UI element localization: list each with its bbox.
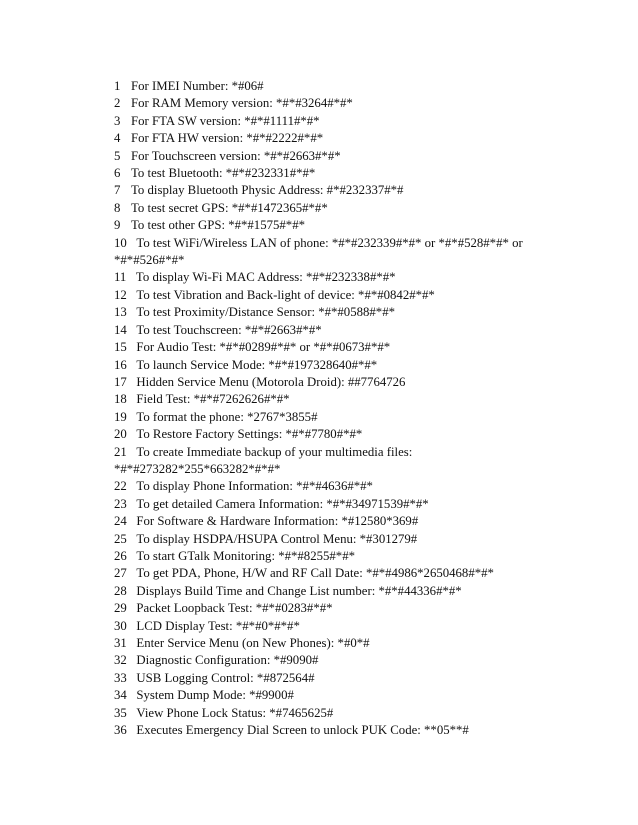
list-item bbox=[114, 600, 534, 617]
list-item bbox=[114, 357, 534, 374]
item-text: To display Phone Information: *#*#4636#*#* bbox=[136, 479, 373, 494]
item-number: 21 bbox=[114, 444, 137, 459]
item-number: 3 bbox=[114, 113, 130, 128]
item-text: To display HSDPA/HSUPA Control Menu: *#301279# bbox=[136, 531, 418, 546]
item-text: To start GTalk Monitoring: *#*#8255#*#* bbox=[136, 548, 355, 563]
item-number: 31 bbox=[114, 636, 137, 650]
item-number: 19 bbox=[114, 409, 137, 424]
item-text: Displays Build Time and Change List number: *#*#44336#*#* bbox=[136, 583, 462, 598]
item-text: Hidden Service Menu (Motorola Droid): ##7764726 bbox=[136, 374, 406, 389]
item-text: Diagnostic Configuration: *#9090# bbox=[136, 653, 319, 668]
list-item bbox=[114, 635, 534, 652]
item-number: 32 bbox=[114, 653, 137, 668]
item-text: For FTA SW version: *#*#1111#*#* bbox=[131, 113, 320, 128]
list-item bbox=[114, 478, 534, 495]
list-item bbox=[114, 409, 534, 426]
item-number: 17 bbox=[114, 374, 137, 389]
list-item bbox=[114, 322, 534, 339]
list-item bbox=[114, 618, 534, 635]
item-number: 36 bbox=[114, 723, 137, 738]
item-number: 33 bbox=[114, 670, 137, 685]
item-number: 24 bbox=[114, 514, 137, 529]
item-number: 29 bbox=[114, 601, 137, 616]
item-text: LCD Display Test: *#*#0*#*#* bbox=[136, 618, 300, 633]
item-text-continuation: *#*#273282*255*663282*#*#* bbox=[114, 461, 281, 476]
item-text: Packet Loopback Test: *#*#0283#*#* bbox=[136, 601, 333, 616]
item-text: To format the phone: *2767*3855# bbox=[136, 409, 318, 424]
list-item bbox=[114, 182, 534, 199]
item-number: 30 bbox=[114, 618, 137, 633]
item-text: USB Logging Control: *#872564# bbox=[136, 670, 315, 685]
list-item bbox=[114, 670, 534, 687]
item-number: 10 bbox=[114, 235, 137, 250]
list-item bbox=[114, 652, 534, 669]
item-text: To test other GPS: *#*#1575#*#* bbox=[131, 218, 305, 233]
list-item bbox=[114, 304, 534, 321]
item-text: Executes Emergency Dial Screen to unlock PUK Code: **05**# bbox=[136, 723, 469, 738]
list-item bbox=[114, 496, 534, 513]
item-number: 11 bbox=[114, 270, 136, 285]
list-item bbox=[114, 235, 534, 270]
item-text: System Dump Mode: *#9900# bbox=[136, 688, 294, 703]
item-text: To get detailed Camera Information: *#*#34971539#*#* bbox=[136, 496, 429, 511]
list-item bbox=[114, 687, 534, 704]
item-text: To test Bluetooth: *#*#232331#*#* bbox=[131, 166, 316, 181]
item-number: 2 bbox=[114, 96, 130, 111]
item-text: View Phone Lock Status: *#7465625# bbox=[136, 705, 334, 720]
list-item bbox=[114, 722, 534, 739]
item-text: To display Wi-Fi MAC Address: *#*#232338#*#* bbox=[135, 270, 396, 285]
list-item bbox=[114, 78, 534, 95]
item-text: To test secret GPS: *#*#1472365#*#* bbox=[131, 200, 328, 215]
item-number: 25 bbox=[114, 531, 137, 546]
item-number: 34 bbox=[114, 688, 137, 703]
item-number: 9 bbox=[114, 218, 130, 233]
item-number: 28 bbox=[114, 583, 137, 598]
item-number: 27 bbox=[114, 566, 137, 581]
list-item bbox=[114, 130, 534, 147]
item-number: 22 bbox=[114, 479, 137, 494]
item-text: For RAM Memory version: *#*#3264#*#* bbox=[131, 96, 353, 111]
item-number: 4 bbox=[114, 131, 130, 146]
item-text: To get PDA, Phone, H/W and RF Call Date: *#*#4986*2650468#*#* bbox=[136, 566, 494, 581]
item-text: For FTA HW version: *#*#2222#*#* bbox=[131, 131, 324, 146]
list-item bbox=[114, 339, 534, 356]
item-number: 14 bbox=[114, 322, 137, 337]
item-number: 6 bbox=[114, 166, 130, 181]
item-number: 23 bbox=[114, 496, 137, 511]
item-number: 15 bbox=[114, 340, 137, 355]
list-item bbox=[114, 200, 534, 217]
item-text: For Touchscreen version: *#*#2663#*#* bbox=[131, 148, 341, 163]
item-number: 13 bbox=[114, 305, 137, 320]
item-number: 20 bbox=[114, 427, 137, 442]
item-number: 35 bbox=[114, 705, 137, 720]
item-text: To Restore Factory Settings: *#*#7780#*#* bbox=[136, 427, 363, 442]
item-text: To test Touchscreen: *#*#2663#*#* bbox=[136, 322, 322, 337]
list-item bbox=[114, 705, 534, 722]
list-item bbox=[114, 513, 534, 530]
item-number: 5 bbox=[114, 148, 130, 163]
secret-code-list bbox=[114, 78, 534, 739]
list-item bbox=[114, 148, 534, 165]
item-number: 18 bbox=[114, 392, 137, 407]
item-number: 8 bbox=[114, 200, 130, 215]
item-number: 1 bbox=[114, 79, 130, 93]
item-text: To test Proximity/Distance Sensor: *#*#0588#*#* bbox=[136, 305, 395, 320]
item-text: To display Bluetooth Physic Address: #*#232337#*# bbox=[131, 183, 404, 198]
item-text-continuation: *#*#526#*#* bbox=[114, 253, 185, 268]
list-item bbox=[114, 95, 534, 112]
list-item bbox=[114, 565, 534, 582]
item-text: To create Immediate backup of your multimedia files: bbox=[136, 444, 413, 459]
list-item bbox=[114, 548, 534, 565]
list-item bbox=[114, 426, 534, 443]
list-item bbox=[114, 217, 534, 234]
item-text: To test Vibration and Back-light of device: *#*#0842#*#* bbox=[136, 287, 435, 302]
item-text: To launch Service Mode: *#*#197328640#*#* bbox=[136, 357, 378, 372]
item-number: 7 bbox=[114, 183, 130, 198]
list-item bbox=[114, 165, 534, 182]
item-text: To test WiFi/Wireless LAN of phone: *#*#232339#*#* or *#*#528#*#* or bbox=[136, 235, 523, 250]
item-number: 16 bbox=[114, 357, 137, 372]
list-item bbox=[114, 444, 534, 479]
list-item bbox=[114, 583, 534, 600]
list-item bbox=[114, 113, 534, 130]
item-text: Enter Service Menu (on New Phones): *#0*# bbox=[136, 636, 370, 650]
list-item bbox=[114, 287, 534, 304]
item-number: 12 bbox=[114, 287, 137, 302]
item-text: For IMEI Number: *#06# bbox=[131, 79, 264, 93]
list-item bbox=[114, 269, 534, 286]
list-item bbox=[114, 374, 534, 391]
item-text: For Software & Hardware Information: *#12580*369# bbox=[136, 514, 419, 529]
list-item bbox=[114, 531, 534, 548]
item-text: For Audio Test: *#*#0289#*#* or *#*#0673#*#* bbox=[136, 340, 391, 355]
item-text: Field Test: *#*#7262626#*#* bbox=[136, 392, 290, 407]
list-item bbox=[114, 391, 534, 408]
item-number: 26 bbox=[114, 548, 137, 563]
